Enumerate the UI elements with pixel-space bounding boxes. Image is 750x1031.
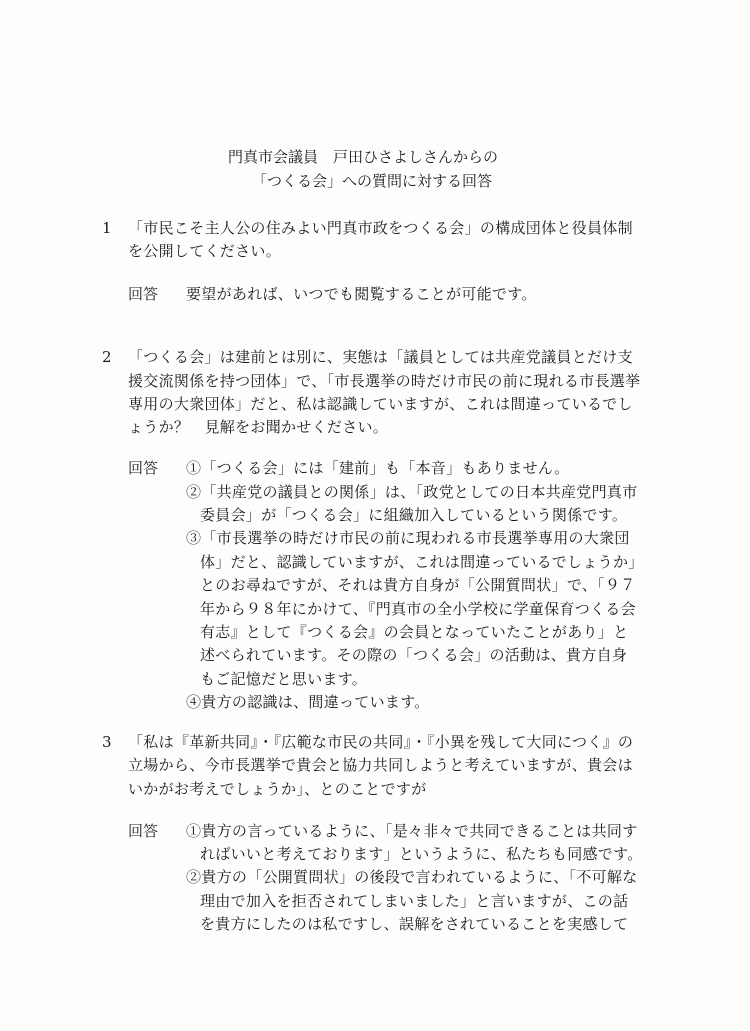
answer-2-line: ③「市長選挙の時だけ市民の前に現われる市長選挙専用の大衆団 <box>186 529 630 547</box>
answer-2-line: 有志』として『つくる会』の会員となっていたことがあり」と <box>200 623 629 641</box>
answer-2-label: 回答 <box>128 459 159 477</box>
document-title-line2: 「つくる会」への質問に対する回答 <box>252 172 493 190</box>
answer-2-line: 委員会」が「つくる会」に組織加入しているという関係です。 <box>200 506 628 524</box>
answer-1-line: 要望があれば、いつでも閲覧することが可能です。 <box>186 285 537 303</box>
question-2-number: 2 <box>102 348 112 366</box>
answer-3-label: 回答 <box>128 822 159 840</box>
question-2-line: 援交流関係を持つ団体」で、「市長選挙の時だけ市民の前に現れる市長選挙 <box>128 372 641 390</box>
question-1-number: 1 <box>102 219 112 237</box>
answer-2-line: もご記憶だと思います。 <box>200 670 368 688</box>
question-1-line: 「市民こそ主人公の住みよい門真市政をつくる会」の構成団体と役員体制 <box>128 219 633 237</box>
answer-2-line: 体」だと、認識していますが、これは間違っているでしょうか」 <box>200 553 644 571</box>
answer-1-label: 回答 <box>128 285 159 303</box>
answer-3-line: ②貴方の「公開質問状」の後段で言われているように、「不可解な <box>186 868 638 886</box>
question-2-line: ょうか？ 見解をお聞かせください。 <box>128 418 389 436</box>
question-2-line: 専用の大衆団体」だと、私は認識していますが、これは間違っているでし <box>128 395 633 413</box>
answer-2-line: とのお尋ねですが、それは貴方自身が「公開質問状」で、「９７ <box>200 576 636 594</box>
question-2-line: 「つくる会」は建前とは別に、実態は「議員としては共産党議員とだけ支 <box>128 348 633 366</box>
question-3-line: 「私は『革新共同』・『広範な市民の共同』・『小異を残して大同につく』の <box>128 733 634 751</box>
answer-2-line: 年から９８年にかけて、『門真市の全小学校に学童保育つくる会 <box>200 600 636 618</box>
answer-3-line: ればいいと考えております」というように、私たちも同感です。 <box>200 845 643 863</box>
question-3-number: 3 <box>102 733 112 751</box>
question-1-line: を公開してください。 <box>128 242 282 260</box>
answer-2-line: 述べられています。その際の「つくる会」の活動は、貴方自身 <box>200 646 628 664</box>
answer-2-line: ①「つくる会」には「建前」も「本音」もありません。 <box>186 459 570 477</box>
answer-2-line: ②「共産党の議員との関係」は、「政党としての日本共産党門真市 <box>186 483 638 501</box>
answer-2-line: ④貴方の認識は、間違っています。 <box>186 693 430 711</box>
document-title-line1: 門真市会議員 戸田ひさよしさんからの <box>228 148 499 166</box>
answer-3-line: 理由で加入を拒否されてしまいました」と言いますが、この話 <box>200 892 629 910</box>
answer-3-line: を貴方にしたのは私ですし、誤解をされていることを実感して <box>200 915 629 933</box>
question-3-line: いかがお考えでしょうか」、とのことですが <box>128 780 427 798</box>
answer-3-line: ①貴方の言っているように、「是々非々で共同できることは共同す <box>186 822 638 840</box>
question-3-line: 立場から、今市長選挙で貴会と協力共同しようと考えていますが、貴会は <box>128 756 633 774</box>
